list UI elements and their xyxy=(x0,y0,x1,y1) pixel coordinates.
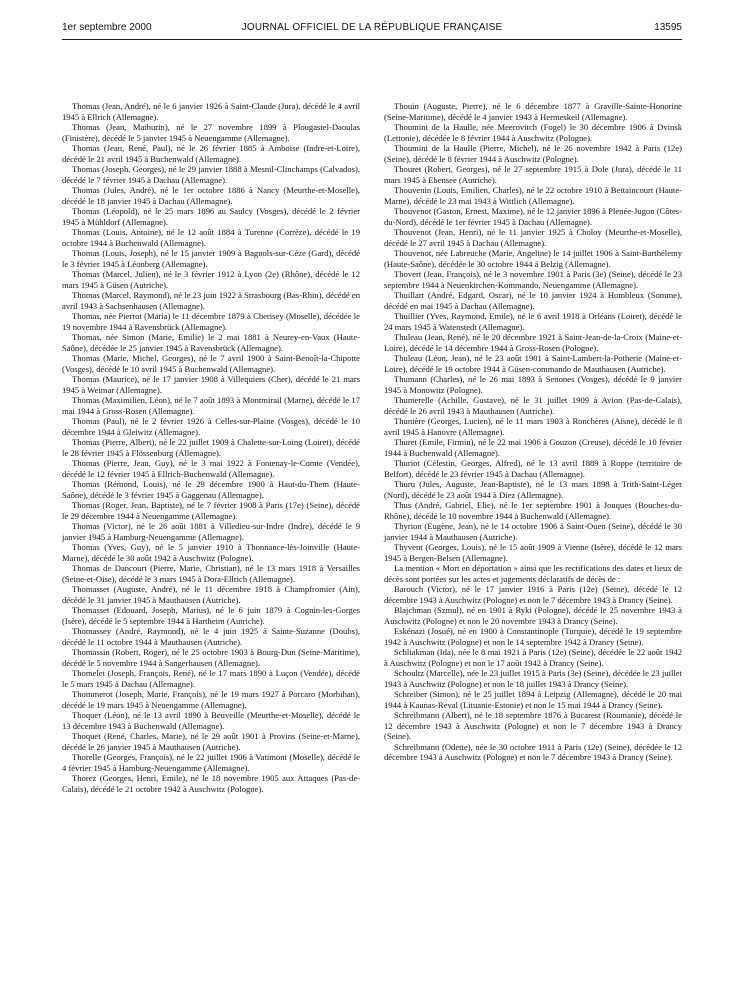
entry-paragraph: Thomas (Pierre, Albert), né le 22 juillet 1909 à Chalette-sur-Loing (Loiret), décédé le 28 février 1945 à Flössenburg (Allemagne). xyxy=(62,437,360,458)
entry-paragraph: Thomassin (Robert, Roger), né le 25 octobre 1903 à Bourg-Dun (Seine-Maritime), décédé le 5 novembre 1944 à Sangerhausen (Allemagne). xyxy=(62,647,360,668)
page-number: 13595 xyxy=(654,22,682,33)
entry-paragraph: Thomas, née Simon (Marie, Emilie) le 2 mai 1881 à Neurey-en-Vaux (Haute-Saône), décédée le 25 janvier 1945 à Ravensbrück (Allemagne). xyxy=(62,332,360,353)
journal-title: JOURNAL OFFICIEL DE LA RÉPUBLIQUE FRANÇAISE xyxy=(241,22,503,33)
entry-paragraph: Eskénazi (Josué), né en 1900 à Constantinople (Turquie), décédé le 19 septembre 1942 à Auschwitz (Pologne) et non le 14 septembre 1942 à Drancy (Seine). xyxy=(384,626,682,647)
entry-paragraph: Thomas (Maximilien, Léon), né le 7 août 1893 à Montmirail (Marne), décédé le 17 mai 1944 à Gross-Rosen (Allemagne). xyxy=(62,395,360,416)
entry-paragraph: Thoumini de la Haulle, née Meerovitch (Fogel) le 30 décembre 1906 à Dvinsk (Lettonie), décédée le 8 février 1944 à Auschwitz (Pologne). xyxy=(384,122,682,143)
entry-paragraph: Thus (André, Gabriel, Elie), né le 1er septembre 1901 à Jouques (Bouches-du-Rhône), décédé le 10 novembre 1944 à Buchenwald (Allemagne). xyxy=(384,500,682,521)
entry-paragraph: Thomas (Jules, André), né le 1er octobre 1886 à Nancy (Meurthe-et-Moselle), décédé le 18 janvier 1945 à Dachau (Allemagne). xyxy=(62,185,360,206)
entry-paragraph: Schreibmann (Albert), né le 18 septembre 1876 à Bucarest (Roumanie), décédé le 12 décembre 1943 à Auschwitz (Pologne) et non le 7 décembre 1943 à Drancy (Seine). xyxy=(384,710,682,741)
entry-paragraph: Thoumini de la Haulle (Pierre, Michel), né le 26 novembre 1942 à Paris (12e) (Seine), décédé le 8 février 1944 à Auschwitz (Pologne). xyxy=(384,143,682,164)
page-header xyxy=(62,21,682,37)
entry-paragraph: Thorez (Georges, Henri, Emile), né le 18 novembre 1905 aux Attaques (Pas-de-Calais), décédé le 21 octobre 1942 à Auschwitz (Pologne). xyxy=(62,773,360,794)
entry-paragraph: Thuleau (Jean, René), né le 20 décembre 1921 à Saint-Jean-de-la-Croix (Maine-et-Loire), décédé le 14 décembre 1944 à Gross-Rosen (Pologne). xyxy=(384,332,682,353)
entry-paragraph: Thomas (Marcel, Julien), né le 3 février 1912 à Lyon (2e) (Rhône), décédé le 12 mars 1945 à Güsen (Autriche). xyxy=(62,269,360,290)
entry-paragraph: Thuillier (Yves, Raymond, Emile), né le 6 avril 1918 à Orléans (Loiret), décédé le 24 mars 1945 à Watenstedt (Allemagne). xyxy=(384,311,682,332)
entry-paragraph: Thomasset (Auguste, André), né le 11 décembre 1918 à Champfromier (Ain), décédé le 31 janvier 1945 à Mauthausen (Autriche). xyxy=(62,584,360,605)
entry-paragraph: Thomas (Roger, Jean, Baptiste), né le 7 février 1908 à Paris (17e) (Seine), décédé le 29 décembre 1944 à Neuengamme (Allemagne). xyxy=(62,500,360,521)
entry-paragraph: Thyrion (Eugène, Jean), né le 14 octobre 1906 à Saint-Ouen (Seine), décédé le 30 janvier 1944 à Mauthausen (Autriche). xyxy=(384,521,682,542)
entry-paragraph: Thunière (Georges, Lucien), né le 11 mars 1903 à Ronchères (Aisne), décédé le 8 avril 1945 à Hanovre (Allemagne). xyxy=(384,416,682,437)
entry-paragraph: Thouvenot (Jean, Henri), né le 11 janvier 1925 à Choloy (Meurthe-et-Moselle), décédé le 27 avril 1945 à Dachau (Allemagne). xyxy=(384,227,682,248)
entry-paragraph: Schliakman (Ida), née le 8 mai 1921 à Paris (12e) (Seine), décédée le 22 août 1942 à Auschwitz (Pologne) et non le 17 août 1942 à Drancy (Seine). xyxy=(384,647,682,668)
entry-paragraph: Thomas (Marie, Michel, Georges), né le 7 avril 1900 à Saint-Benoît-la-Chipotte (Vosges), décédé le 10 avril 1945 à Buchenwald (Allemagne). xyxy=(62,353,360,374)
entry-paragraph: Thouret (Robert, Georges), né le 27 septembre 1915 à Dole (Jura), décédé le 11 mars 1945 à Ebensee (Autriche). xyxy=(384,164,682,185)
entry-paragraph: Thuriot (Célestin, Georges, Alfred), né le 13 avril 1889 à Roppe (territoire de Belfort), décédé le 23 février 1945 à Dachau (Allemagne). xyxy=(384,458,682,479)
entry-paragraph: Thuillart (André, Edgard, Oscar), né le 10 janvier 1924 à Hombleux (Somme), décédé en mai 1945 à Dachau (Allemagne). xyxy=(384,290,682,311)
entry-paragraph: Thomas (Yves, Guy), né le 5 janvier 1910 à Thonnance-lès-Joinville (Haute-Marne), décédé le 30 août 1942 à Auschwitz (Pologne). xyxy=(62,542,360,563)
entry-paragraph: Thomas de Dancourt (Pierre, Marie, Christian), né le 13 mars 1918 à Versailles (Seine-et-Oise), décédé le 3 mars 1945 à Dora-Ellrich (Allemagne). xyxy=(62,563,360,584)
issue-date: 1er septembre 2000 xyxy=(62,22,152,33)
entry-paragraph: Thomas (Jean, Mathurin), né le 27 novembre 1899 à Plougastel-Daoulas (Finistère), décédé le 5 janvier 1945 à Neuengamme (Allemagne). xyxy=(62,122,360,143)
entry-paragraph: Thomas (Joseph, Georges), né le 29 janvier 1888 à Mesnil-Clinchamps (Calvados), décédé le 7 février 1945 à Dachau (Allemagne). xyxy=(62,164,360,185)
entry-paragraph: Thomas, née Pierrot (Maria) le 11 décembre 1879 à Cherisey (Moselle), décédée le 19 novembre 1944 à Ravensbrück (Allemagne). xyxy=(62,311,360,332)
right-column xyxy=(384,101,682,763)
entry-paragraph: Thouin (Auguste, Pierre), né le 6 décembre 1877 à Graville-Sainte-Honorine (Seine-Maritime), décédé le 4 janvier 1943 à Hermeskeil (Allemagne). xyxy=(384,101,682,122)
entry-paragraph: Thomas (Jean, André), né le 6 janvier 1926 à Saint-Claude (Jura), décédé le 4 avril 1945 à Ellrich (Allemagne). xyxy=(62,101,360,122)
entry-paragraph: Thovert (Jean, François), né le 3 novembre 1901 à Paris (3e) (Seine), décédé le 23 septembre 1944 à Neuenkirchen-Kommando, Neuengamme (Allemagne). xyxy=(384,269,682,290)
entry-paragraph: Schreibmann (Odette), née le 30 octobre 1911 à Paris (12e) (Seine), décédée le 12 décembre 1943 à Auschwitz (Pologne) et non le 7 décembre 1943 à Drancy (Seine). xyxy=(384,741,682,762)
header-rule xyxy=(62,39,682,40)
entry-paragraph: Thyvent (Georges, Louis), né le 15 août 1909 à Vienne (Isère), décédé le 12 mars 1945 à Bergen-Belsen (Allemagne). xyxy=(384,542,682,563)
entry-paragraph: Thomas (Léopold), né le 25 mars 1896 au Saulcy (Vosges), décédé le 2 février 1945 à Mühldorf (Allemagne). xyxy=(62,206,360,227)
entry-paragraph: Thuret (Emile, Firmin), né le 22 mai 1906 à Gouzon (Creuse), décédé le 10 février 1944 à Buchenwald (Allemagne). xyxy=(384,437,682,458)
entry-paragraph: Thuleau (Léon, Jean), né le 23 août 1901 à Saint-Lambert-la-Potherie (Maine-et-Loire), décédé le 19 octobre 1944 à Güsen-commando de Mauthausen (Autriche). xyxy=(384,353,682,374)
entry-paragraph: Thouvenot (Gaston, Ernest, Maxime), né le 12 janvier 1896 à Plenée-Jugon (Côtes-du-Nord), décédé le 1er février 1945 à Dachau (Allemagne). xyxy=(384,206,682,227)
entry-paragraph: Thumerelle (Achille, Gustave), né le 31 juillet 1909 à Avion (Pas-de-Calais), décédé le 26 avril 1943 à Mauthausen (Autriche). xyxy=(384,395,682,416)
entry-paragraph: Thomas (Maurice), né le 17 janvier 1908 à Villequiers (Cher), décédé le 21 mars 1945 à Weimar (Allemagne). xyxy=(62,374,360,395)
entry-paragraph: Thomassey (André, Raymond), né le 4 juin 1925 à Sainte-Suzanne (Doubs), décédé le 11 octobre 1944 à Mauthausen (Autriche). xyxy=(62,626,360,647)
entry-paragraph: Thouvenin (Louis, Emilien, Charles), né le 22 octobre 1910 à Bettaincourt (Haute-Marne), décédé le 23 mai 1943 à Wittlich (Allemagne). xyxy=(384,185,682,206)
entry-paragraph: Thuru (Jules, Auguste, Jean-Baptiste), né le 13 mars 1898 à Trith-Saint-Léger (Nord), décédé le 23 août 1944 à Diez (Allemagne). xyxy=(384,479,682,500)
left-column xyxy=(62,101,360,794)
entry-paragraph: Thorelle (Georges, François), né le 22 juillet 1906 à Vatimont (Moselle), décédé le 4 février 1945 à Hamburg-Neuengamme (Allemagne). xyxy=(62,752,360,773)
entry-paragraph: Thomasset (Edouard, Joseph, Marius), né le 6 juin 1879 à Cognin-les-Gorges (Isère), décédé le 5 septembre 1944 à Hartheim (Autriche). xyxy=(62,605,360,626)
entry-paragraph: Thomas (Louis, Joseph), né le 15 janvier 1909 à Bagnols-sur-Cèze (Gard), décédé le 3 février 1945 à Léonberg (Allemagne). xyxy=(62,248,360,269)
entry-paragraph: Thomas (Rémond, Louis), né le 29 décembre 1900 à Haut-du-Them (Haute-Saône), décédé le 3 février 1945 à Gaggenau (Allemagne). xyxy=(62,479,360,500)
entry-paragraph: Thomas (Paul), né le 2 février 1926 à Celles-sur-Plaine (Vosges), décédé le 10 décembre 1944 à Gleiwitz (Allemagne). xyxy=(62,416,360,437)
entry-paragraph: Thomas (Jean, René, Paul), né le 26 février 1885 à Amboise (Indre-et-Loire), décédé le 21 avril 1945 à Buchenwald (Allemagne). xyxy=(62,143,360,164)
entry-paragraph: Thouvenot, née Labreuche (Marie, Angeline) le 14 juillet 1906 à Saint-Barthélemy (Haute-Saône), décédée le 30 octobre 1944 à Belzig (Allemagne). xyxy=(384,248,682,269)
entry-paragraph: La mention « Mort en déportation » ainsi que les rectifications des dates et lieux de décès sont portées sur les actes et jugements déclaratifs de décès de : xyxy=(384,563,682,584)
entry-paragraph: Blajchman (Szmul), né en 1901 à Ryki (Pologne), décédé le 25 novembre 1943 à Auschwitz (Pologne) et non le 20 novembre 1943 à Drancy (Seine). xyxy=(384,605,682,626)
entry-paragraph: Thomas (Louis, Antoine), né le 12 août 1884 à Turenne (Corrèze), décédé le 19 octobre 1944 à Buchenwald (Allemagne). xyxy=(62,227,360,248)
entry-paragraph: Schreiber (Simon), né le 25 juillet 1894 à Leipzig (Allemagne), décédé le 20 mai 1944 à Kaunas-Reval (Lituanie-Estonie) et non le 15 mai 1944 à Drancy (Seine). xyxy=(384,689,682,710)
entry-paragraph: Thoquet (René, Charles, Marie), né le 29 août 1901 à Provins (Seine-et-Marne), décédé le 26 janvier 1945 à Mauthausen (Autriche). xyxy=(62,731,360,752)
entry-paragraph: Thomelet (Joseph, François, René), né le 17 mars 1890 à Luçon (Vendée), décédé le 5 mars 1945 à Dachau (Allemagne). xyxy=(62,668,360,689)
entry-paragraph: Thomas (Victor), né le 26 août 1881 à Villedieu-sur-Indre (Indre), décédé le 9 janvier 1945 à Hamburg-Neuengamme (Allemagne). xyxy=(62,521,360,542)
entry-paragraph: Thumann (Charles), né le 26 mai 1893 à Senones (Vosges), décédé le 9 janvier 1945 à Monowitz (Pologne). xyxy=(384,374,682,395)
entry-paragraph: Thommerot (Joseph, Marie, François), né le 19 mars 1927 à Porcaro (Morbihan), décédé le 19 mars 1945 à Neuengamme (Allemagne). xyxy=(62,689,360,710)
entry-paragraph: Thomas (Marcel, Raymond), né le 23 juin 1922 à Strasbourg (Bas-Rhin), décédé en avril 1943 à Sachsenhausen (Allemagne). xyxy=(62,290,360,311)
entry-paragraph: Thoquer (Léon), né le 13 avril 1890 à Beuveille (Meurthe-et-Moselle), décédé le 13 décembre 1943 à Buchenwald (Allemagne). xyxy=(62,710,360,731)
entry-paragraph: Barouch (Victor), né le 17 janvier 1916 à Paris (12e) (Seine), décédé le 12 décembre 1943 à Auschwitz (Pologne) et non le 7 décembre 1943 à Drancy (Seine). xyxy=(384,584,682,605)
entry-paragraph: Schoultz (Marcelle), née le 23 juillet 1915 à Paris (3e) (Seine), décédée le 23 juillet 1943 à Auschwitz (Pologne) et non le 18 juillet 1943 à Drancy (Seine). xyxy=(384,668,682,689)
entry-paragraph: Thomas (Pierre, Jean, Guy), né le 3 mai 1922 à Fontenay-le-Comte (Vendée), décédé le 12 février 1945 à Ellrich-Buchenwald (Allemagne). xyxy=(62,458,360,479)
